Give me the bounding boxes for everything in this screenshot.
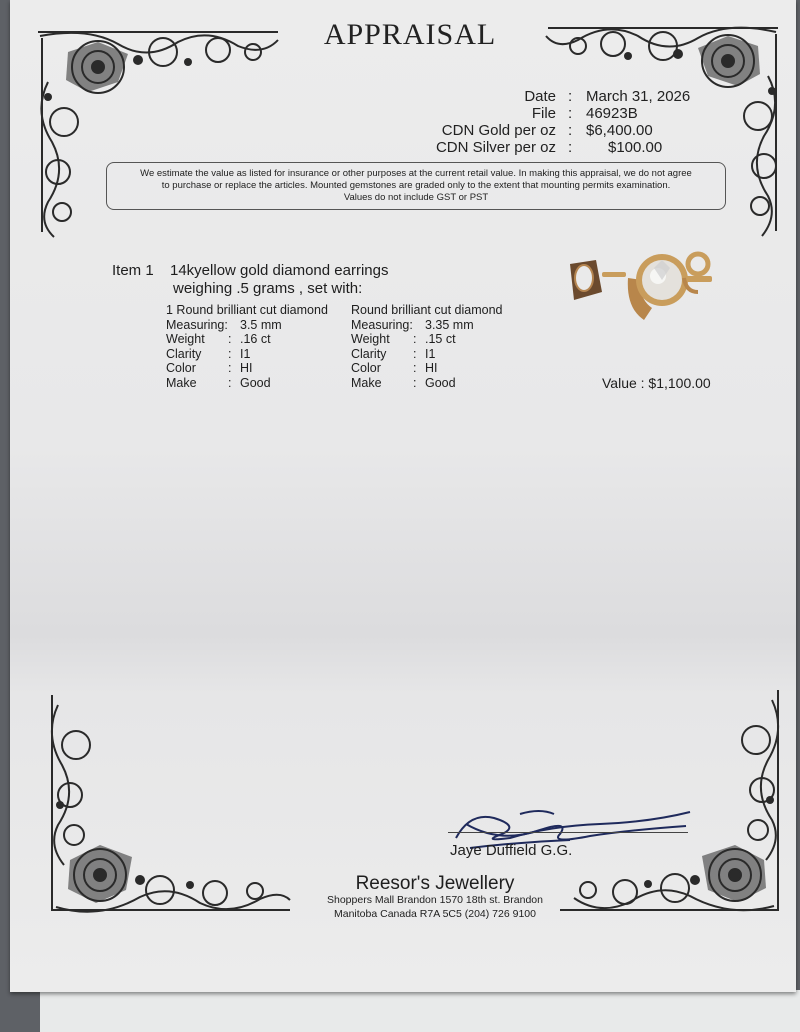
spec-label: Measuring: <box>166 317 228 332</box>
spec-row <box>351 376 531 391</box>
disclaimer-line-1: We estimate the value as listed for insurance or other purposes at the current retail value. In making this appraisal, we do not agree <box>140 168 692 179</box>
header-date-row <box>390 88 691 106</box>
spec-row <box>166 318 346 333</box>
appraiser-name: Jaye Duffield G.G. <box>450 842 573 859</box>
stone-spec-1 <box>166 303 346 391</box>
spec-value: .16 ct <box>240 332 271 347</box>
date-label: Date <box>524 88 556 105</box>
stone-heading: 1 Round brilliant cut diamond <box>166 303 328 317</box>
gold-value: $6,400.00 <box>586 122 653 139</box>
spec-row <box>166 376 346 391</box>
spec-value: .15 ct <box>425 332 456 347</box>
silver-value: $100.00 <box>608 139 663 156</box>
file-label: File <box>531 105 556 122</box>
spec-value: Good <box>425 375 456 390</box>
spec-colon: : <box>228 375 232 390</box>
earring-photo <box>566 248 726 328</box>
date-value: March 31, 2026 <box>586 88 691 105</box>
shop-address-line-1: Shoppers Mall Brandon 1570 18th st. Brandon <box>327 894 543 906</box>
gold-label: CDN Gold per oz <box>441 122 556 139</box>
spec-colon: : <box>413 346 417 361</box>
spec-row <box>351 347 531 362</box>
spec-label: Measuring: <box>351 317 413 332</box>
bottom-left-ornament <box>40 685 300 925</box>
spec-colon: : <box>228 346 232 361</box>
spec-row <box>166 361 346 376</box>
date-separator: : <box>568 88 573 105</box>
disclaimer-line-2: to purchase or replace the articles. Mounted gemstones are graded only to the extent that mounting permits examination. <box>161 180 671 191</box>
spec-colon: : <box>413 361 417 376</box>
spec-colon: : <box>413 375 417 390</box>
header-file-row <box>390 105 638 123</box>
spec-label: Make <box>351 375 382 390</box>
disclaimer-box <box>106 162 726 210</box>
bottom-right-ornament <box>550 680 790 925</box>
gold-separator: : <box>568 122 573 139</box>
spec-value: 3.5 mm <box>240 317 282 332</box>
spec-row <box>351 332 531 347</box>
spec-label: Clarity <box>351 346 387 361</box>
spec-label: Color <box>351 361 381 376</box>
stone-spec-2 <box>351 303 531 391</box>
spec-value: I1 <box>240 346 251 361</box>
shop-name: Reesor's Jewellery <box>355 873 515 894</box>
spec-label: Weight <box>166 332 205 347</box>
spec-label: Clarity <box>166 346 202 361</box>
item-number: Item 1 <box>112 262 154 279</box>
spec-value: HI <box>240 361 253 376</box>
stone-heading: Round brilliant cut diamond <box>351 303 503 317</box>
spec-label: Make <box>166 375 197 390</box>
second-page-edge <box>40 990 800 1032</box>
appraisal-document <box>10 0 796 992</box>
header-silver-row <box>390 139 663 157</box>
spec-colon: : <box>413 332 417 347</box>
spec-label: Color <box>166 361 196 376</box>
disclaimer-line-3: Values do not include GST or PST <box>343 192 489 203</box>
spec-value: 3.35 mm <box>425 317 474 332</box>
silver-label: CDN Silver per oz <box>435 139 556 156</box>
spec-row <box>351 318 531 333</box>
document-title: APPRAISAL <box>323 18 497 51</box>
spec-colon: : <box>228 332 232 347</box>
file-value: 46923B <box>586 105 638 122</box>
spec-value: HI <box>425 361 438 376</box>
spec-row <box>351 361 531 376</box>
file-separator: : <box>568 105 573 122</box>
silver-separator: : <box>568 139 573 156</box>
spec-row <box>166 332 346 347</box>
spec-label: Weight <box>351 332 390 347</box>
spec-row <box>166 347 346 362</box>
header-gold-row <box>390 122 653 140</box>
spec-value: Good <box>240 375 271 390</box>
shop-address-line-2: Manitoba Canada R7A 5C5 (204) 726 9100 <box>334 908 536 920</box>
item-description-line-2: weighing .5 grams , set with: <box>173 280 363 297</box>
top-left-ornament <box>28 22 298 252</box>
spec-colon: : <box>228 361 232 376</box>
spec-value: I1 <box>425 346 436 361</box>
item-value: Value : $1,100.00 <box>602 375 711 391</box>
signature-line <box>448 832 688 833</box>
item-description-line-1: 14kyellow gold diamond earrings <box>170 262 389 279</box>
top-right-ornament <box>528 16 788 246</box>
